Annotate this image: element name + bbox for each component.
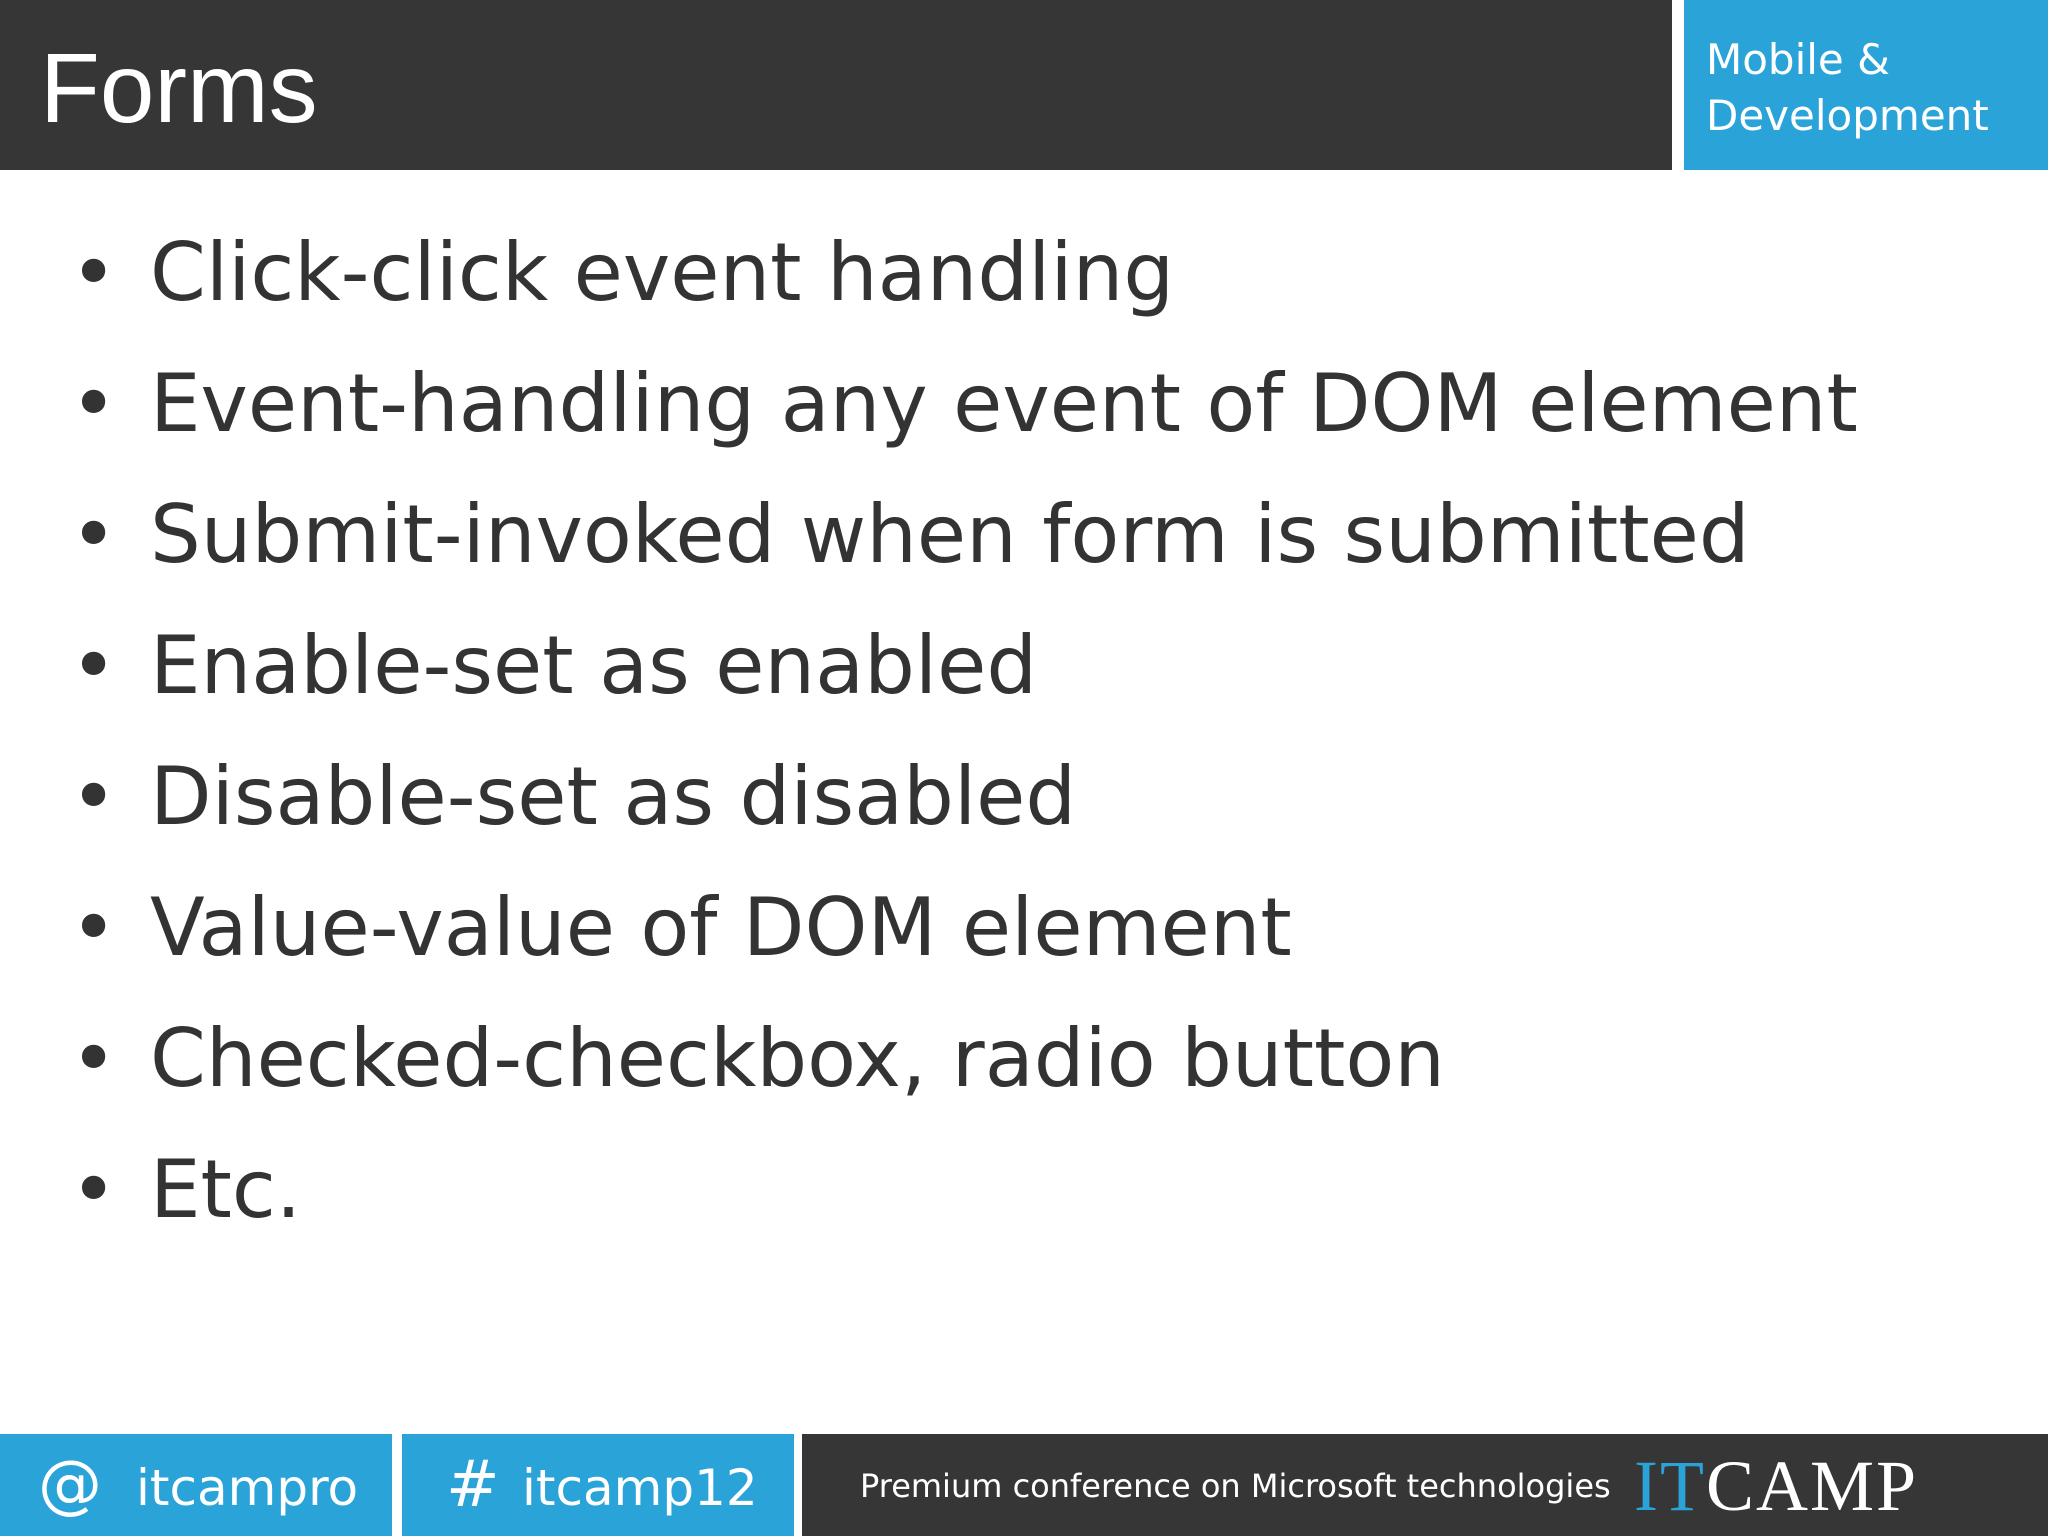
hashtag-label: itcamp12 <box>522 1459 758 1517</box>
itcamp-logo <box>1634 1446 1918 1526</box>
bullet-point-icon: • <box>70 488 118 581</box>
hash-icon: # <box>446 1448 500 1522</box>
bullet-point-icon: • <box>70 881 118 974</box>
bullet-point-icon: • <box>70 1012 118 1105</box>
conference-tagline: Premium conference on Microsoft technologies <box>860 1467 1611 1505</box>
bullet-point-icon: • <box>70 750 118 843</box>
bullet-text: Checked-checkbox, radio button <box>150 1012 1445 1105</box>
category-label <box>1706 32 1989 144</box>
footer-bar <box>802 1434 2048 1536</box>
at-sign-icon: @ <box>38 1448 102 1522</box>
twitter-handle: itcampro <box>136 1459 359 1517</box>
bullet-text: Submit-invoked when form is submitted <box>150 488 1750 581</box>
bullet-text: Value-value of DOM element <box>150 881 1292 974</box>
title-bar <box>0 0 1672 170</box>
bullet-text: Event-handling any event of DOM element <box>150 357 1858 450</box>
hashtag-box <box>402 1434 794 1536</box>
logo-it: IT <box>1634 1446 1706 1526</box>
slide-title: Forms <box>40 33 318 143</box>
bullet-point-icon: • <box>70 357 118 450</box>
bullet-point-icon: • <box>70 619 118 712</box>
twitter-handle-box <box>0 1434 392 1536</box>
bullet-text: Disable-set as disabled <box>150 750 1077 843</box>
category-badge <box>1684 0 2048 170</box>
category-line-1: Mobile & <box>1706 35 1890 84</box>
logo-camp: CAMP <box>1705 1446 1919 1526</box>
bullet-point-icon: • <box>70 226 118 319</box>
bullet-text: Click-click event handling <box>150 226 1175 319</box>
bullet-text: Etc. <box>150 1143 302 1236</box>
category-line-2: Development <box>1706 91 1989 140</box>
bullet-point-icon: • <box>70 1143 118 1236</box>
bullet-text: Enable-set as enabled <box>150 619 1038 712</box>
